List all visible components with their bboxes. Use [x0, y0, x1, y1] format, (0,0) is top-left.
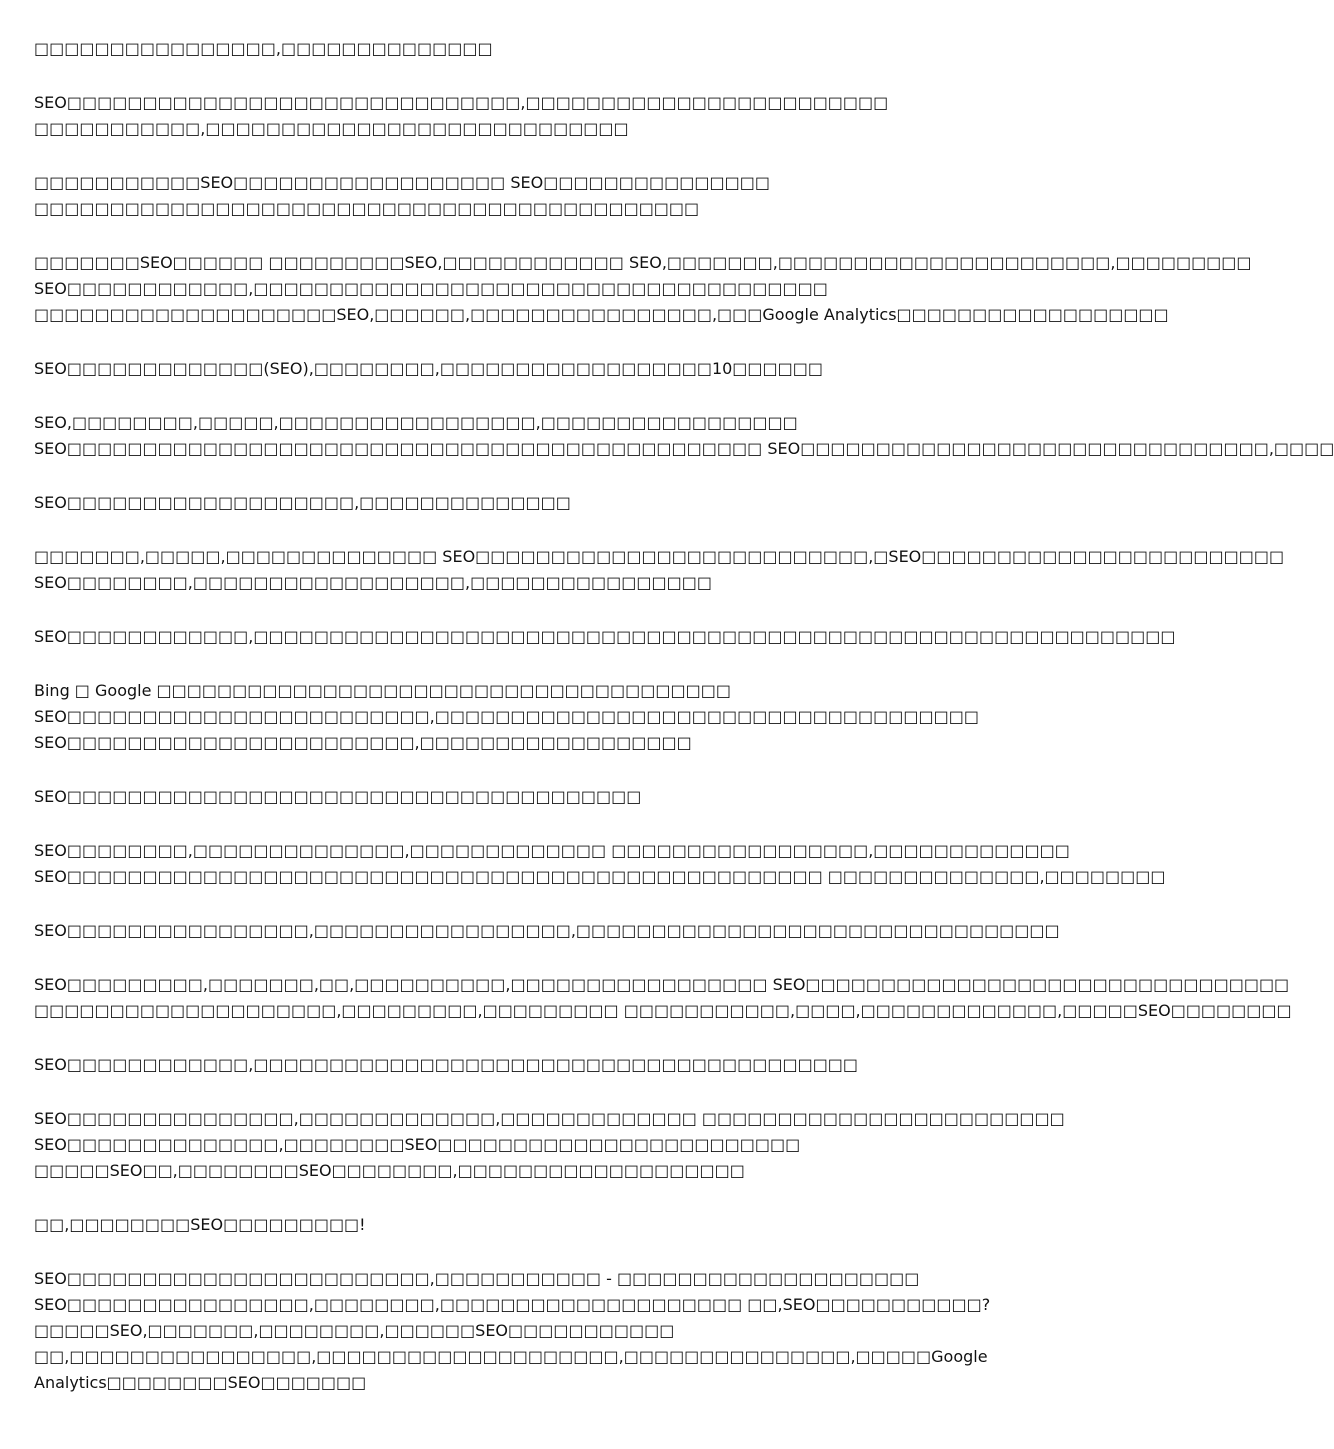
paragraph: [34, 918, 1060, 944]
text-line: SEO□□□□□□□□□□□□□□□□□□□□□□□□□□□□□□,□□□□□□□□□□□□□□□□□□□□□□□□: [34, 93, 889, 112]
text-line: SEO□□□□□□□□□□□□□□□□□□□□□□□□,□□□□□□□□□□□ - □□□□□□□□□□□□□□□□□□□□: [34, 1269, 920, 1288]
paragraph: [34, 1212, 990, 1238]
paragraph: [34, 170, 990, 222]
text-line: SEO□□□□□□□□□□□□□□□□□□□□□□□□□□□□□□□□□□□□□□□□□□□□□□□□□□ □□□□□□□□□□□□□□,□□□□□□□□: [34, 867, 1166, 886]
text-line: SEO□□□□□□□□□□□□□□□,□□□□□□□□□□□□□,□□□□□□□□□□□□□ □□□□□□□□□□□□□□□□□□□□□□□□: [34, 1109, 1065, 1128]
paragraph: [34, 1266, 990, 1396]
paragraph: [34, 678, 990, 756]
text-line: SEO,□□□□□□□□,□□□□□,□□□□□□□□□□□□□□□□□,□□□□□□□□□□□□□□□□□: [34, 413, 798, 432]
text-line: □□□□□□□□□□□□□□□□,□□□□□□□□□□□□□□: [34, 39, 493, 58]
text-line: SEO□□□□□□□□□□□□,□□□□□□□□□□□□□□□□□□□□□□□□□□□□□□□□□□□□□□□□□□□□□□□□□□□□□□□□□□□□□: [34, 627, 1176, 646]
paragraph: [34, 544, 1285, 596]
paragraph: [34, 838, 1166, 890]
text-line: SEO□□□□□□□□□□□□□□□□□□□□□□□□□□□□□□□□□□□□□□□□□□□□□□ SEO□□□□□□□□□□□□□□□□□□□□□□□□□□□□□□□,□□□□: [34, 439, 1334, 458]
text-line: □□□□□□□□□□□□□□□□□□□□,□□□□□□□□□,□□□□□□□□□ □□□□□□□□□□□,□□□□,□□□□□□□□□□□□□,□□□□□SEO□□□□□□□□: [34, 1001, 1292, 1020]
text-line: SEO□□□□□□□□,□□□□□□□□□□□□□□□□□□,□□□□□□□□□□□□□□□□: [34, 573, 712, 592]
text-line: □□□□□□□□□□□,□□□□□□□□□□□□□□□□□□□□□□□□□□□□: [34, 119, 629, 138]
paragraph: [34, 1106, 1065, 1184]
text-line: □□□□□SEO,□□□□□□□,□□□□□□□□,□□□□□□SEO□□□□□□□□□□□: [34, 1321, 675, 1340]
paragraph: [34, 784, 990, 810]
paragraph: [34, 410, 1334, 462]
paragraph: [34, 356, 990, 382]
text-line: SEO□□□□□□□□□□□□□□□□,□□□□□□□□,□□□□□□□□□□□□□□□□□□□□ □□,SEO□□□□□□□□□□□?: [34, 1295, 991, 1314]
paragraph: [34, 90, 990, 142]
text-line: □□□□□□□□□□□SEO□□□□□□□□□□□□□□□□□□ SEO□□□□□□□□□□□□□□□: [34, 173, 770, 192]
paragraph: [34, 972, 1292, 1024]
text-line: SEO□□□□□□□□□□□□□□□□□□□□□□□,□□□□□□□□□□□□□□□□□□: [34, 733, 692, 752]
document-body: [34, 36, 1334, 1396]
paragraph: [34, 250, 1252, 328]
paragraph: [34, 36, 990, 62]
text-line: □□□□□□□□□□□□□□□□□□□□SEO,□□□□□□,□□□□□□□□□□□□□□□□,□□□Google Analytics□□□□□□□□□□□□□□□□□□: [34, 305, 1169, 324]
paragraph: [34, 1052, 990, 1078]
text-line: Bing □ Google □□□□□□□□□□□□□□□□□□□□□□□□□□□□□□□□□□□□□□: [34, 681, 731, 700]
paragraph: [34, 624, 1176, 650]
text-line: SEO□□□□□□□□□□□□□□□□,□□□□□□□□□□□□□□□□□,□□□□□□□□□□□□□□□□□□□□□□□□□□□□□□□□: [34, 921, 1060, 940]
paragraph: [34, 490, 990, 516]
text-line: □□,□□□□□□□□□□□□□□□□,□□□□□□□□□□□□□□□□□□□□,□□□□□□□□□□□□□□□,□□□□□Google: [34, 1347, 988, 1366]
text-line: SEO□□□□□□□□□□□□□□□□□□□□□□□□□□□□□□□□□□□□□□: [34, 787, 642, 806]
text-line: □□□□□□□,□□□□□,□□□□□□□□□□□□□□ SEO□□□□□□□□□□□□□□□□□□□□□□□□□□,□SEO□□□□□□□□□□□□□□□□□□□□□□□□: [34, 547, 1285, 566]
text-line: Analytics□□□□□□□□SEO□□□□□□□: [34, 1373, 367, 1392]
text-line: □□,□□□□□□□□SEO□□□□□□□□□!: [34, 1215, 366, 1234]
text-line: □□□□□□□SEO□□□□□□ □□□□□□□□□SEO,□□□□□□□□□□□□ SEO,□□□□□□□,□□□□□□□□□□□□□□□□□□□□□□,□□□□□□□□□: [34, 253, 1252, 272]
text-line: □□□□□SEO□□,□□□□□□□□SEO□□□□□□□□,□□□□□□□□□□□□□□□□□□□: [34, 1161, 745, 1180]
text-line: SEO□□□□□□□□□□□□□□□□□□□□□□□□,□□□□□□□□□□□□□□□□□□□□□□□□□□□□□□□□□□□□: [34, 707, 979, 726]
text-line: SEO□□□□□□□□□,□□□□□□□,□□,□□□□□□□□□□,□□□□□□□□□□□□□□□□□ SEO□□□□□□□□□□□□□□□□□□□□□□□□□□□□□□□□: [34, 975, 1290, 994]
text-line: SEO□□□□□□□□□□□□□□,□□□□□□□□SEO□□□□□□□□□□□□□□□□□□□□□□□□: [34, 1135, 801, 1154]
text-line: SEO□□□□□□□□□□□□□(SEO),□□□□□□□□,□□□□□□□□□□□□□□□□□□10□□□□□□: [34, 359, 824, 378]
text-line: □□□□□□□□□□□□□□□□□□□□□□□□□□□□□□□□□□□□□□□□□□□□: [34, 199, 700, 218]
text-line: SEO□□□□□□□□,□□□□□□□□□□□□□□,□□□□□□□□□□□□□ □□□□□□□□□□□□□□□□□,□□□□□□□□□□□□□: [34, 841, 1070, 860]
text-line: SEO□□□□□□□□□□□□,□□□□□□□□□□□□□□□□□□□□□□□□□□□□□□□□□□□□□□□□: [34, 1055, 859, 1074]
text-line: SEO□□□□□□□□□□□□,□□□□□□□□□□□□□□□□□□□□□□□□□□□□□□□□□□□□□□: [34, 279, 828, 298]
text-line: SEO□□□□□□□□□□□□□□□□□□□,□□□□□□□□□□□□□□: [34, 493, 571, 512]
